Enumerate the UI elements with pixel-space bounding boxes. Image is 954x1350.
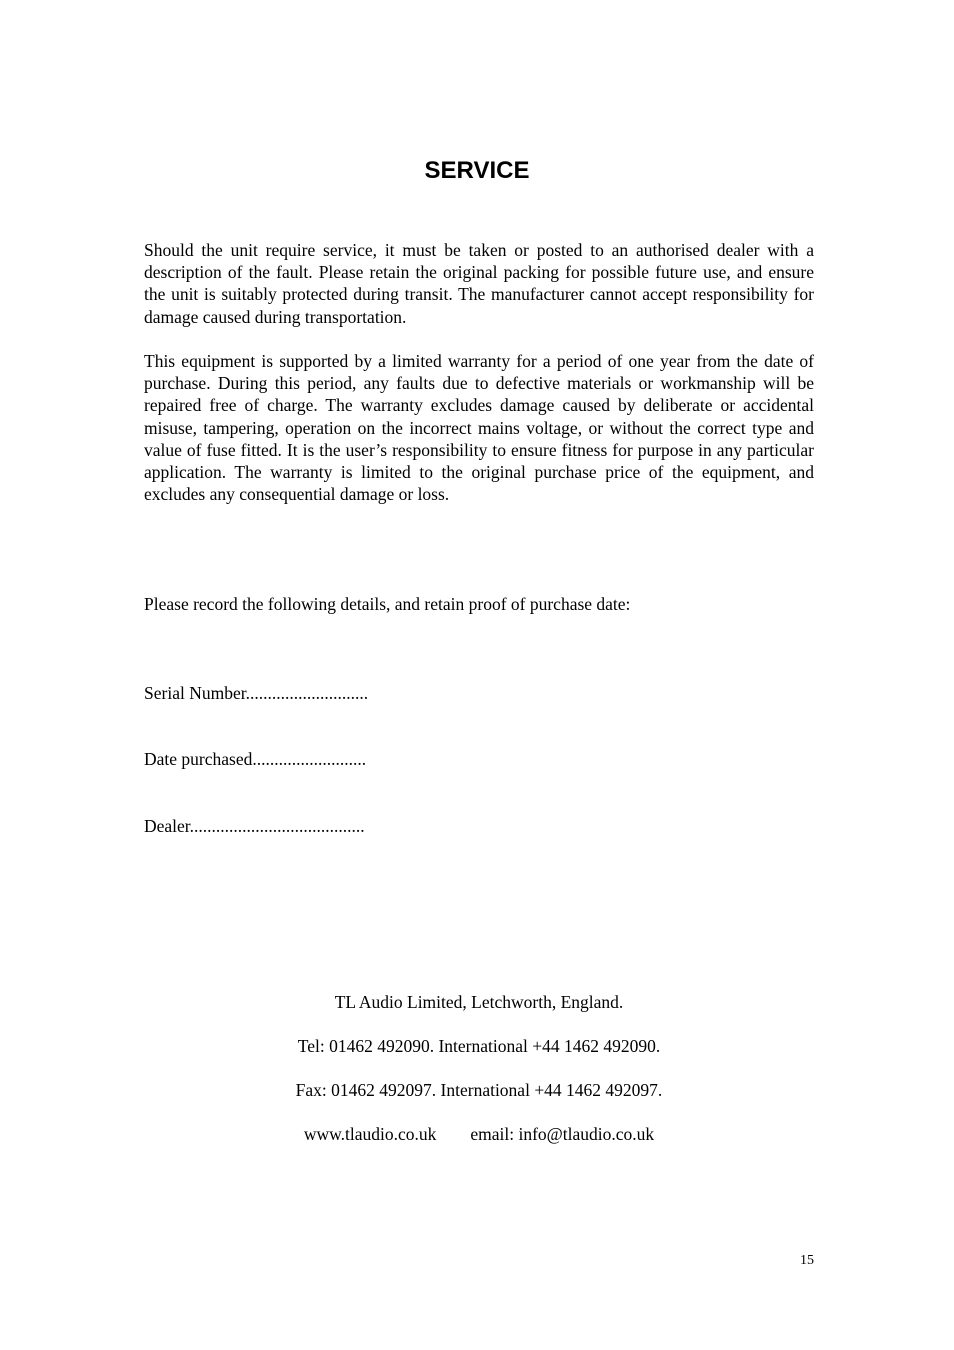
page-number: 15	[800, 1253, 814, 1268]
telephone-line: Tel: 01462 492090. International +44 1462 492090.	[297, 1036, 661, 1056]
dealer-field: Dealer........................................	[144, 816, 365, 836]
service-paragraph: Should the unit require service, it must be taken or posted to an authorised dealer with a description of the fault. Please retain the original packing for possible future use, and ensure the unit is suitably protected during transit. The manufacturer cannot accept responsibility for damage caused during transportation.	[144, 240, 814, 327]
date-purchased-field: Date purchased..........................	[144, 749, 367, 769]
web-email-line	[0, 1123, 954, 1145]
website-link[interactable]: www.tlaudio.co.uk	[303, 1124, 437, 1144]
warranty-paragraph: This equipment is supported by a limited warranty for a period of one year from the date of purchase. During this period, any faults due to defective materials or workmanship will be repaired free of charge. The warranty excludes damage caused by deliberate or accidental misuse, tampering, operation on the incorrect mains voltage, or without the correct type and value of fuse fitted. It is the user’s responsibility to ensure fitness for purpose in any particular application. The warranty is limited to the original purchase price of the equipment, and excludes any consequential damage or loss.	[144, 351, 814, 505]
email-address[interactable]: email: info@tlaudio.co.uk	[470, 1124, 655, 1144]
fax-line: Fax: 01462 492097. International +44 1462 492097.	[295, 1080, 663, 1100]
page-title: SERVICE	[424, 157, 530, 184]
serial-number-field: Serial Number............................	[144, 683, 369, 703]
company-address: TL Audio Limited, Letchworth, England.	[334, 992, 624, 1012]
record-instructions: Please record the following details, and retain proof of purchase date:	[144, 594, 631, 614]
